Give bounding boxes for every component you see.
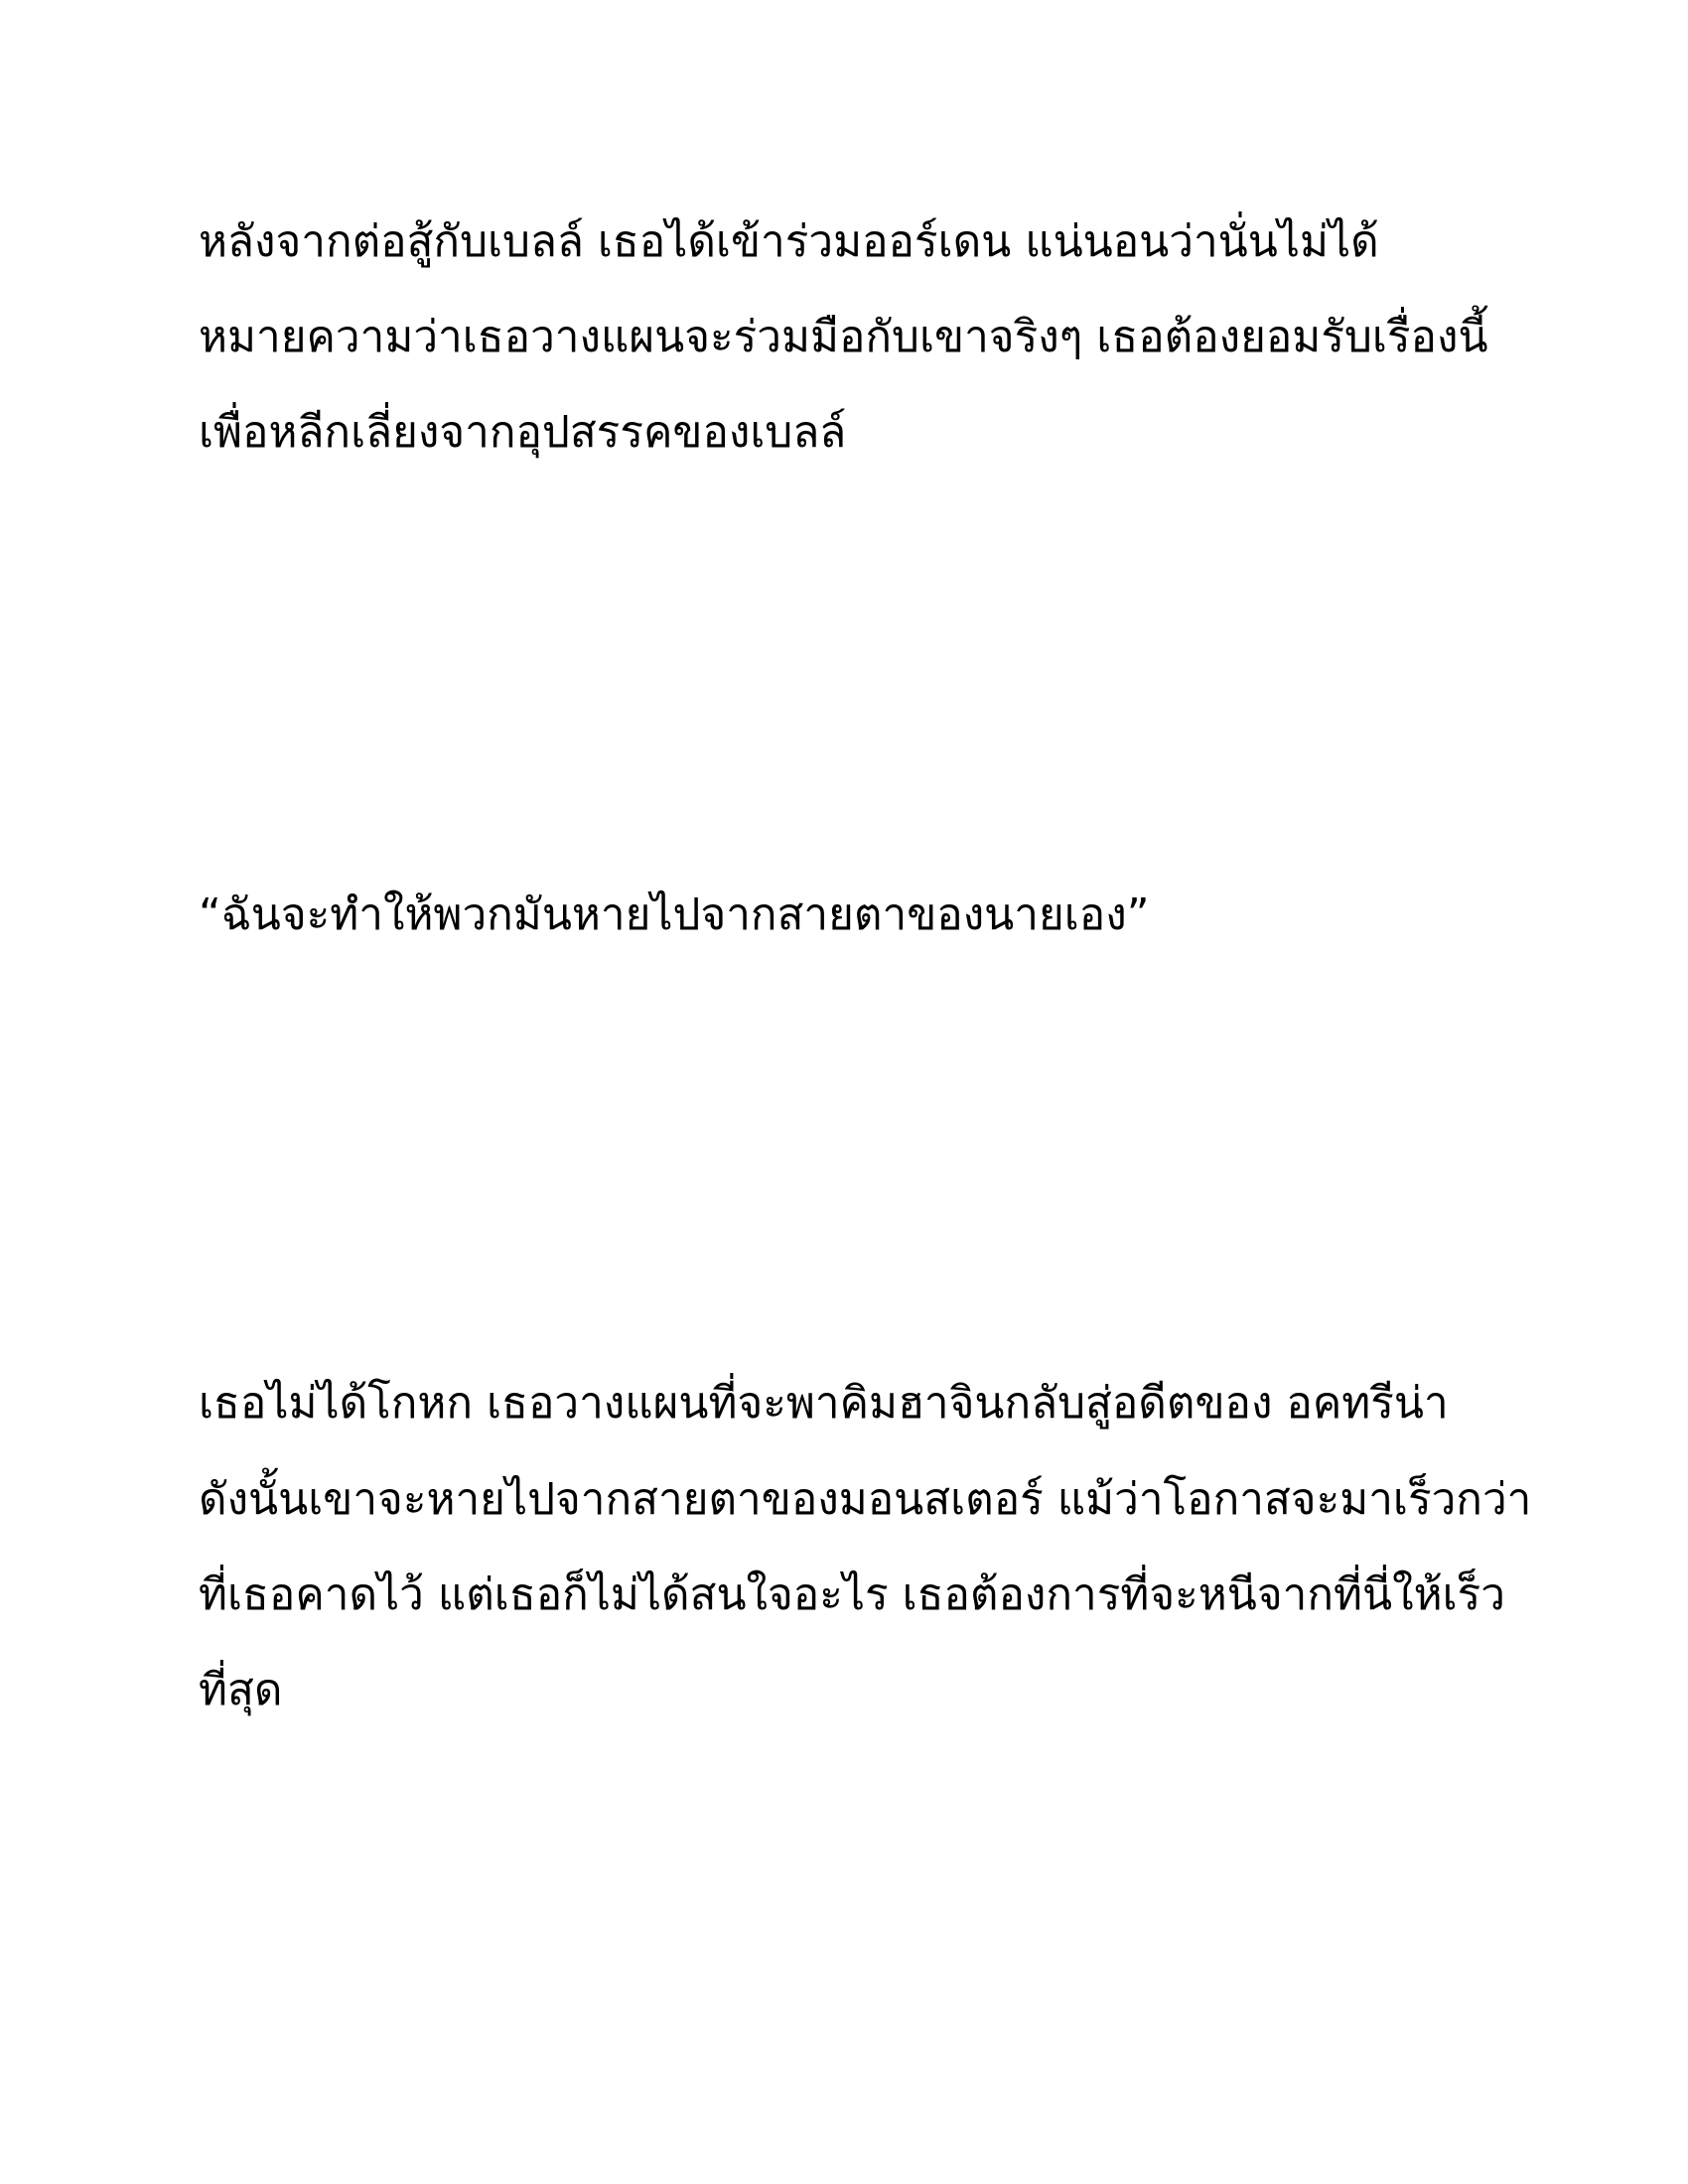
paragraph-1-line-1: หลังจากต่อสู้กับเบลล์ เธอได้เข้าร่วมออร์เดน แน่นอนว่านั่นไม่ได้: [199, 216, 1379, 267]
paragraph-3-line-2: ดังนั้นเขาจะหายไปจากสายตาของมอนสเตอร์ แม้ว่าโอกาสจะมาเร็วกว่า: [199, 1474, 1532, 1525]
paragraph-1-line-2: หมายความว่าเธอวางแผนจะร่วมมือกับเขาจริงๆ เธอต้องยอมรับเรื่องนี้: [199, 312, 1488, 362]
paragraph-3-line-1: เธอไม่ได้โกหก เธอวางแผนที่จะพาคิมฮาจินกลับสู่อดีตของ อคทรีน่า: [199, 1378, 1449, 1429]
dialogue-line: “ฉันจะทำให้พวกมันหายไปจากสายตาของนายเอง”: [199, 889, 1150, 940]
paragraph-3-line-3: ที่เธอคาดไว้ แต่เธอก็ไม่ได้สนใจอะไร เธอต้องการที่จะหนีจากที่นี่ให้เร็ว: [199, 1570, 1505, 1620]
paragraph-3-line-4: ที่สุด: [199, 1665, 283, 1715]
paragraph-1-line-3: เพื่อหลีกเลี่ยงจากอุปสรรคของเบลล์: [199, 407, 847, 458]
